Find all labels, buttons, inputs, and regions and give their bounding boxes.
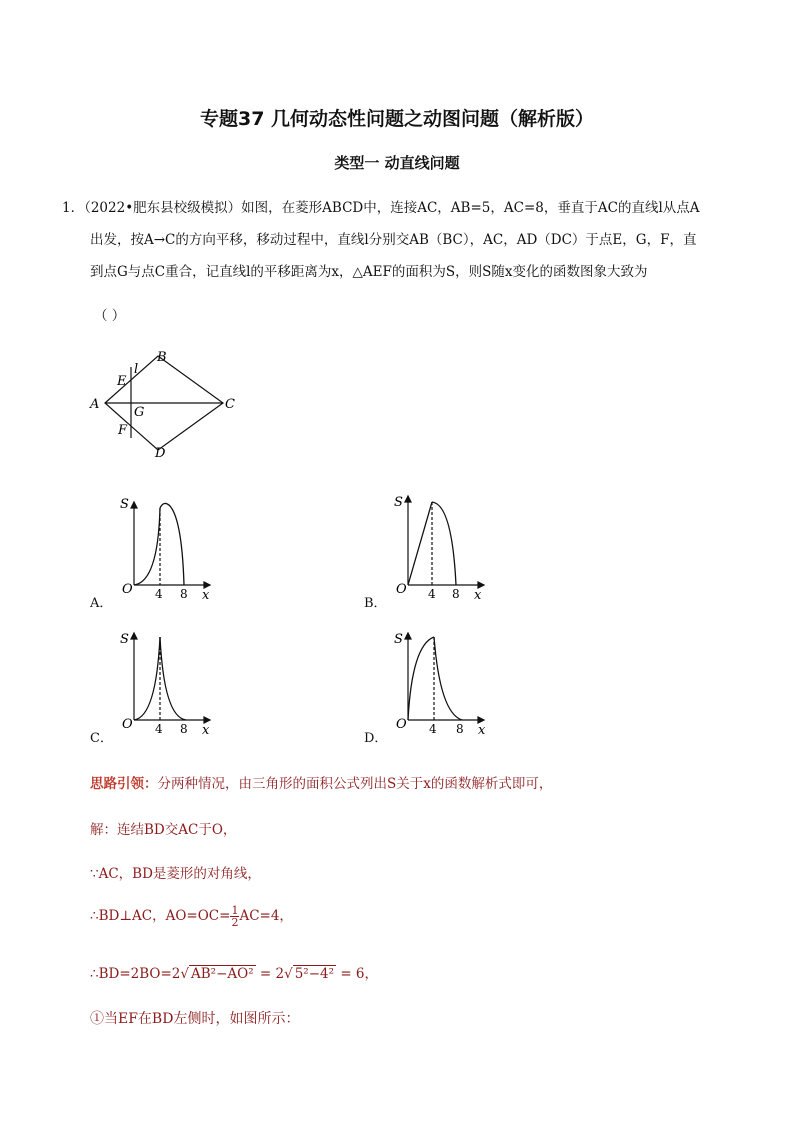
fraction-one-half: $\frac{1}{2}$ <box>231 904 239 929</box>
graph-c-o-label: O <box>122 717 133 732</box>
graph-a-tick-4: 4 <box>155 587 163 601</box>
graph-d-x-label: x <box>478 723 486 738</box>
label-e: E <box>117 374 127 389</box>
graph-option-a <box>110 490 220 605</box>
graph-b-tick-8: 8 <box>452 587 460 601</box>
label-b: B <box>157 350 167 365</box>
answer-blank: （ ） <box>94 308 126 324</box>
question-line-3: 到点G与点C重合，记直线l的平移距离为x，△AEF的面积为S，则S随x变化的函数图象大致为 <box>90 264 648 280</box>
solution-step-1: 解：连结BD交AC于O， <box>90 822 237 838</box>
graph-option-d <box>384 625 494 740</box>
section-subtitle: 类型一 动直线问题 <box>334 154 460 172</box>
graph-c-tick-4: 4 <box>155 722 163 736</box>
sqrt-expression-2: 5²−4² <box>294 966 335 982</box>
hint-text: 分两种情况，由三角形的面积公式列出S关于x的函数解析式即可， <box>157 776 553 792</box>
graph-option-c <box>110 625 220 740</box>
label-c: C <box>225 397 235 412</box>
graph-b-o-label: O <box>396 582 407 597</box>
hint-label: 思路引领： <box>90 776 158 792</box>
graph-d-s-label: S <box>394 632 403 647</box>
option-a-label: A． <box>90 596 113 611</box>
graph-c-x-label: x <box>202 723 210 738</box>
question-line-1: 1．（2022•肥东县校级模拟）如图，在菱形ABCD中，连接AC，AB=5，AC=8，垂直于AC的直线l从点A <box>62 200 700 216</box>
option-b-label: B． <box>364 596 387 611</box>
graph-a-s-label: S <box>120 497 129 512</box>
graph-d-tick-4: 4 <box>429 722 437 736</box>
graph-b-tick-4: 4 <box>428 587 436 601</box>
step-3-part-b: AC=4， <box>239 908 293 924</box>
graph-option-b <box>384 490 494 605</box>
graph-a-tick-8: 8 <box>180 587 188 601</box>
label-a: A <box>90 397 100 412</box>
sqrt-expression-1: AB²−AO² <box>190 966 254 982</box>
graph-b-s-label: S <box>394 495 403 510</box>
step-4-part-b: = 2 <box>255 966 285 982</box>
option-c-label: C． <box>90 731 113 746</box>
solution-step-4: ∴BD=2BO=2√ AB²−AO² = 2√ 5²−4² = 6， <box>90 966 379 982</box>
graph-a-x-label: x <box>202 588 210 603</box>
hint-line <box>90 772 552 792</box>
solution-step-5: ①当EF在BD左侧时，如图所示： <box>90 1011 300 1027</box>
graph-b-x-label: x <box>474 588 482 603</box>
rhombus-figure <box>80 340 250 465</box>
step-3-part-a: ∴BD⊥AC，AO=OC= <box>90 908 231 924</box>
graph-c-s-label: S <box>120 632 129 647</box>
page-title: 专题37 几何动态性问题之动图问题（解析版） <box>199 108 595 130</box>
step-4-part-a: ∴BD=2BO=2 <box>90 966 181 982</box>
solution-step-3 <box>90 904 293 928</box>
graph-d-o-label: O <box>396 717 407 732</box>
label-f: F <box>118 423 128 438</box>
graph-a-o-label: O <box>122 582 133 597</box>
label-l: l <box>134 362 139 377</box>
label-d: D <box>155 446 166 461</box>
option-d-label: D． <box>364 731 388 746</box>
label-g: G <box>134 405 145 420</box>
step-4-part-c: = 6， <box>336 966 379 982</box>
question-line-2: 出发，按A→C的方向平移，移动过程中，直线l分别交AB（BC），AC，AD（DC）于点E，G，F，直 <box>90 232 697 248</box>
solution-step-2: ∵AC，BD是菱形的对角线， <box>90 866 261 882</box>
graph-c-tick-8: 8 <box>180 722 188 736</box>
graph-d-tick-8: 8 <box>456 722 464 736</box>
